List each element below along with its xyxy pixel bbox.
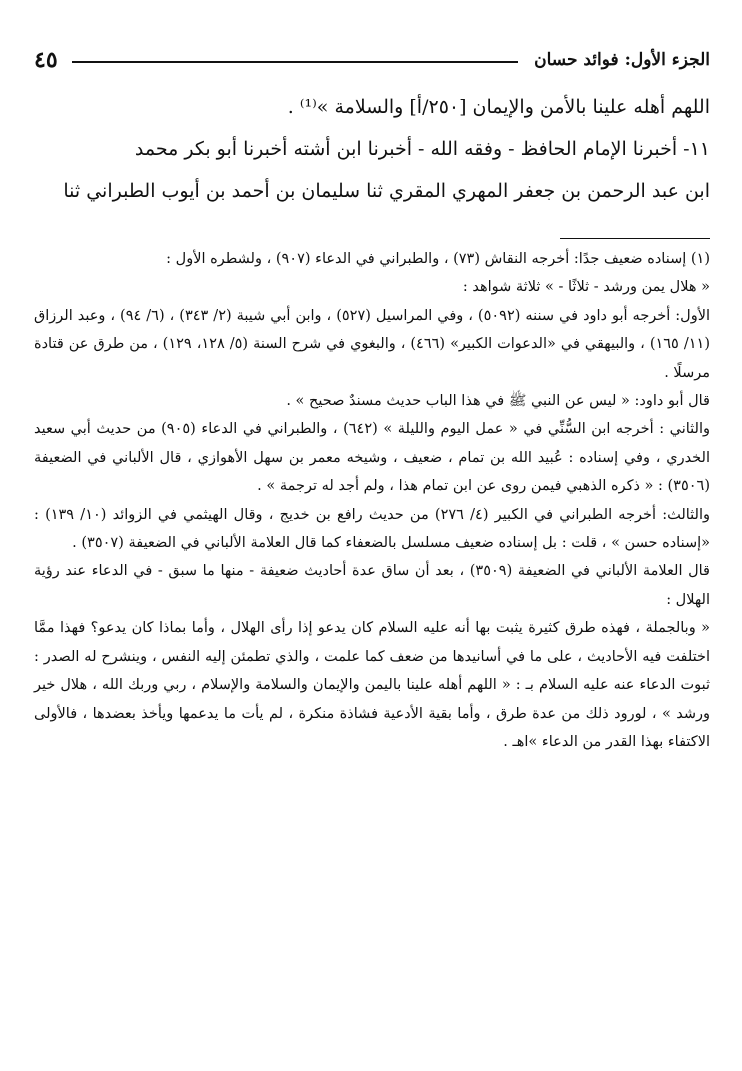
footnote-paragraph: والثاني : أخرجه ابن السُّنِّي في « عمل اليوم والليلة » (٦٤٢) ، والطبراني في الدعاء (٩٠٥) من حديث أبي سعيد الخدري ، وفي إسناده : عُبيد الله بن تمام ، ضعيف ، وشيخه معمر بن سهل الأهوازي ، قال الألباني في الضعيفة (٣٥٠٦) : « ذكره الذهبي فيمن روى عن ابن تمام هذا ، ولم أجد له ترجمة » .: [34, 421, 711, 495]
book-page: [34, 40, 710, 1051]
footnote-paragraph: « وبالجملة ، فهذه طرق كثيرة يثبت بها أنه عليه السلام كان يدعو إذا رأى الهلال ، وأما بماذا كان يدعو؟ فهذا ممَّا اختلفت فيه الأحاديث ، على ما في أسانيدها من ضعف كما علمت ، والذي تطمئن إليه النفس ، وينشرح له الصدر : ثبوت الدعاء عنه عليه السلام بـ : « اللهم أهله علينا باليمن والإيمان والسلامة والإسلام ، ربي وربك الله ، هلال خير ورشد » ، لورود ذلك من عدة طرق ، وأما بقية الأدعية فشاذة منكرة ، لم يأت ما يدعمها ويأخذ بعضدها ، فالأولى الاكتفاء بهذا القدر من الدعاء »اهـ .: [34, 620, 710, 750]
footnote-paragraph: قال أبو داود: « ليس عن النبي ﷺ في هذا الباب حديث مسندٌ صحيح » .: [286, 393, 710, 410]
page-number: ٤٥: [34, 47, 58, 73]
main-text: [34, 86, 710, 212]
footnote-paragraph: (١) إسناده ضعيف جدًا: أخرجه النقاش (٧٣) ، والطبراني في الدعاء (٩٠٧) ، ولشطره الأول :: [166, 251, 710, 267]
running-title: الجزء الأول: فوائد حسان: [534, 50, 710, 70]
footnote-paragraph: الأول: أخرجه أبو داود في سننه (٥٠٩٢) ، وفي المراسيل (٥٢٧) ، وابن أبي شيبة (٢/ ٣٤٣) ، (٦/ ٩٤) ، وعبد الرزاق (١١/ ١٦٥) ، والبيهقي في «الدعوات الكبير» (٤٦٦) ، والبغوي في شرح السنة (٥/ ١٢٨، ١٢٩) ، من طرق عن قتادة مرسلًا .: [34, 307, 710, 381]
footnote-separator: [560, 238, 710, 239]
footnote-paragraph: « هلال يمن ورشد - ثلاثًا - » ثلاثة شواهد :: [462, 279, 710, 296]
main-line-2: ١١- أخبرنا الإمام الحافظ - وفقه الله - أخبرنا ابن أشته أخبرنا أبو بكر محمد: [134, 138, 710, 160]
page-header: [34, 40, 710, 80]
main-line-3: ابن عبد الرحمن بن جعفر المهري المقري ثنا سليمان بن أحمد بن أيوب الطبراني ثنا: [63, 180, 710, 202]
header-rule: [72, 61, 518, 63]
footnote-paragraph: والثالث: أخرجه الطبراني في الكبير (٤/ ٢٧٦) من حديث رافع بن خديج ، وقال الهيثمي في الزوائد (١٠/ ١٣٩) : «إسناده حسن » ، قلت : بل إسناده ضعيف مسلسل بالضعفاء كما قال العلامة الألباني في الضعيفة (٣٥٠٧) .: [34, 506, 711, 552]
footnote-paragraph: قال العلامة الألباني في الضعيفة (٣٥٠٩) ، بعد أن ساق عدة أحاديث ضعيفة - منها ما سبق - في الدعاء عند رؤية الهلال :: [34, 563, 710, 608]
main-line-1: اللهم أهله علينا بالأمن والإيمان [٢٥٠/أ] والسلامة »⁽¹⁾ .: [287, 96, 710, 118]
footnotes: [34, 245, 710, 756]
